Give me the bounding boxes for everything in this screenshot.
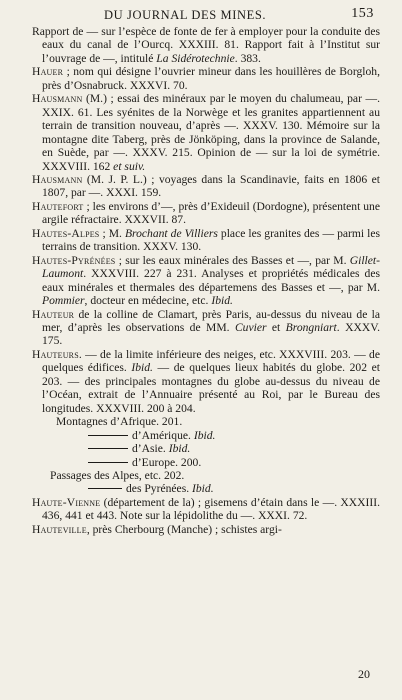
- entry-italic: Pommier: [42, 294, 85, 308]
- entry-headword: Haute-Vienne: [32, 495, 101, 509]
- sub-entry-europe: [32, 456, 380, 469]
- entry-italic: Ibid.: [211, 294, 233, 308]
- index-entry-hausmann-jpl: [32, 173, 380, 200]
- entry-headword: Hautefort: [32, 199, 84, 213]
- page-header: [30, 6, 374, 26]
- index-entry-hauer: [32, 65, 380, 92]
- index-entry-hauteville: [32, 523, 380, 536]
- sub-entry-text: Passages des Alpes, etc. 202.: [50, 468, 185, 482]
- page-number: 153: [351, 6, 374, 21]
- sub-entry-text: d’Asie.: [132, 442, 169, 456]
- entry-italic: La Sidérotechnie: [156, 51, 235, 65]
- entry-italic: Brochant de Villiers: [124, 226, 218, 240]
- sub-entry-italic: Ibid.: [192, 482, 214, 496]
- entry-text: . — de la limite inférieure des neiges, etc. XXXVIII. 203. — de quelques édifices.: [42, 347, 380, 375]
- entry-headword: Hauer: [32, 65, 64, 79]
- entry-text: ; M.: [99, 226, 125, 240]
- running-title: DU JOURNAL DES MINES.: [104, 8, 267, 22]
- sub-entry-text: d’Amérique.: [132, 428, 194, 442]
- ditto-dash: [88, 448, 128, 449]
- entry-headword: Hautes-Alpes: [32, 226, 100, 240]
- entry-tail: — de quelques lieux habités du globe. 202 et 203. — des principales montagnes du globe au-dessus du niveau de l’Océan, extrait de l’Annuaire présenté au Roi, par le Bureau des longitudes. XXXVIII. 200 à 204.: [42, 361, 380, 415]
- index-entry-haute-vienne: [32, 496, 380, 523]
- entry-text: (M. J. P. L.) ; voyages dans la Scandinavie, faits en 1806 et 1807, par —. XXXI. 159.: [42, 172, 380, 200]
- entry-text: ; nom qui désigne l’ouvrier mineur dans les houillères de Borgloh, près d’Osnabruck. XXXVI. 70.: [42, 65, 380, 92]
- ditto-dash: [88, 488, 122, 489]
- entry-tail: . XXXV. 175.: [42, 320, 380, 348]
- index-entry-hautes-pyrenees: [32, 254, 380, 308]
- entry-headword: Hausmann: [32, 172, 83, 186]
- sub-entry-italic: Ibid.: [193, 428, 216, 442]
- sub-entry-afrique: [32, 415, 380, 428]
- sub-entry-text: d’Europe. 200.: [132, 455, 202, 469]
- sub-entry-text: Montagnes d’Afrique. 201.: [56, 415, 183, 429]
- index-entries: [32, 25, 380, 536]
- sub-entry-pyrenees: [32, 482, 380, 495]
- entry-text: de la colline de Clamart, près Paris, au-dessus du niveau de la mer, d’après les observations de MM.: [42, 307, 380, 334]
- index-entry-hauteur: [32, 308, 380, 348]
- entry-headword: Hauteville: [32, 522, 87, 536]
- entry-italic: et suiv.: [113, 159, 146, 173]
- entry-italic: Ibid.: [131, 361, 153, 375]
- ditto-dash: [88, 435, 128, 436]
- entry-text: , près Cherbourg (Manche) ; schistes argi-: [86, 522, 282, 536]
- sub-entry-asie: [32, 442, 380, 455]
- entry-headword: Hautes-Pyrénées: [32, 253, 116, 267]
- entry-italic: Brongniart: [285, 320, 337, 334]
- sub-entry-italic: Ibid.: [168, 442, 191, 456]
- entry-text: ; les environs d’—, près d’Exideuil (Dordogne), présentent une argile réfractaire. XXXVII. 87.: [42, 199, 380, 227]
- index-entry-hausmann: [32, 92, 380, 173]
- entry-tail: . XXXVIII. 227 à 231. Analyses et propriétés médicales des eaux minérales et thermales des départemens des Basses et —, par M.: [42, 267, 380, 294]
- entry-italic: Cuvier: [234, 320, 267, 334]
- sub-entry-text: des Pyrénées.: [126, 482, 193, 496]
- entry-text: (M.) ; essai des minéraux par le moyen du chalumeau, par —. XXIX. 61. Les syénites de la Norwège et les granites appartiennent au terrain de transition nouveau, d’après —. XXXV. 130. Mémoire sur la montagne dite Taberg, près de Jönköping, dans la province de Salande, en Suède, par —. XXXV. 215. Opinion de — sur la loi de symétrie. XXXVIII. 162: [42, 92, 380, 173]
- index-entry-hautes-alpes: [32, 227, 380, 254]
- entry-tail: et: [266, 320, 286, 334]
- entry-text: Rapport de — sur l’espèce de fonte de fer à employer pour la conduite des eaux du canal de l’Ourcq. XXXIII. 81. Rapport fait à l’Institut sur l’ouvrage de —, intitulé: [32, 25, 380, 65]
- index-entry-rapport: [32, 25, 380, 65]
- signature-mark: 20: [358, 667, 370, 681]
- entry-text: ; sur les eaux minérales des Basses et —, par M.: [115, 253, 350, 267]
- entry-text: (département de la) ; gisemens d’étain dans le —. XXXIII. 436, 441 et 443. Note sur la lépidolithe du —. XXXI. 72.: [42, 495, 380, 523]
- entry-tail: . 383.: [234, 51, 261, 65]
- entry-headword: Hausmann: [32, 92, 83, 106]
- entry-headword: Hauteur: [32, 307, 75, 321]
- entry-tail: , docteur en médecine, etc.: [84, 294, 212, 308]
- ditto-dash: [88, 462, 128, 463]
- index-entry-hauteurs: [32, 348, 380, 415]
- sub-entry-amerique: [32, 429, 380, 442]
- entry-headword: Hauteurs: [32, 347, 79, 361]
- index-entry-hautefort: [32, 200, 380, 227]
- entry-tail: place les granites des — parmi les terrains de transition. XXXV. 130.: [42, 226, 381, 254]
- entry-italic: Gillet-Laumont: [42, 253, 380, 281]
- sub-entry-passages-alpes: [32, 469, 380, 482]
